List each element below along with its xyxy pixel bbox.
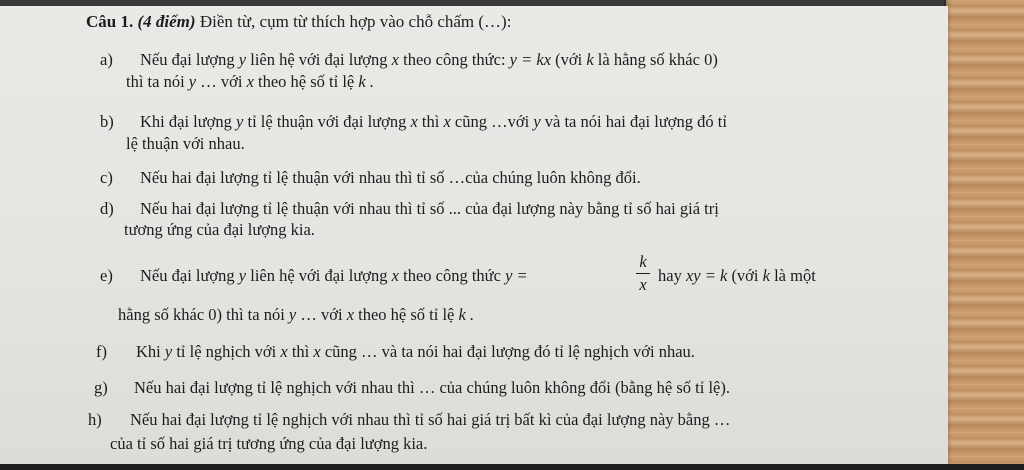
item-f-label: f) <box>96 342 107 361</box>
photo-bottom-edge <box>0 464 1024 470</box>
item-c-line1: Nếu hai đại lượng tỉ lệ thuận với nhau thì tỉ số …của chúng luôn không đổi. <box>140 168 641 187</box>
item-d-line1: Nếu hai đại lượng tỉ lệ thuận với nhau thì tỉ số ... của đại lượng này bằng tỉ số hai giá trị <box>140 199 719 218</box>
item-e-line2: hằng số khác 0) thì ta nói y … với x theo hệ số tỉ lệ k . <box>118 305 475 324</box>
formula-xy-k: xy = k <box>685 266 728 285</box>
item-b-line2: lệ thuận với nhau. <box>126 134 245 153</box>
fraction-numerator: k <box>639 252 647 271</box>
item-h-line2: của tỉ số hai giá trị tương ứng của đại lượng kia. <box>110 434 428 453</box>
item-d-label: d) <box>100 199 114 218</box>
item-a-label: a) <box>100 50 113 69</box>
question-number: Câu 1. <box>86 12 134 31</box>
item-h-line1: Nếu hai đại lượng tỉ lệ nghịch với nhau thì tỉ số hai giá trị bất kì của đại lượng này bằng … <box>130 410 731 429</box>
item-b-label: b) <box>100 112 114 131</box>
item-a-line1: Nếu đại lượng y liên hệ với đại lượng x theo công thức: y = kx (với k là hằng số khác 0) <box>140 50 718 69</box>
item-g-label: g) <box>94 378 108 397</box>
item-h-label: h) <box>88 410 102 429</box>
item-e-line1-right: hay xy = k (với k là một <box>658 266 816 285</box>
question-instruction: Điền từ, cụm từ thích hợp vào chỗ chấm (…): <box>199 12 512 31</box>
fraction-bar <box>636 273 650 274</box>
item-b-line1: Khi đại lượng y tỉ lệ thuận với đại lượng x thì x cũng …với y và ta nói hai đại lượng đó tỉ <box>140 112 727 131</box>
formula-y-kx: y = kx <box>509 50 552 69</box>
item-e-label: e) <box>100 266 113 285</box>
item-c-label: c) <box>100 168 113 187</box>
wooden-table-background <box>946 0 1024 470</box>
question-points: (4 điểm) <box>137 12 196 31</box>
item-g-line1: Nếu hai đại lượng tỉ lệ nghịch với nhau thì … của chúng luôn không đổi (bằng hệ số tỉ lệ). <box>134 378 730 397</box>
item-d-line2: tương ứng của đại lượng kia. <box>124 220 315 239</box>
item-a-line2: thì ta nói y … với x theo hệ số tỉ lệ k . <box>126 72 374 91</box>
fraction-denominator: x <box>639 275 647 294</box>
item-e-line1-left: Nếu đại lượng y liên hệ với đại lượng x theo công thức y = <box>140 266 528 285</box>
item-f-line1: Khi y tỉ lệ nghịch với x thì x cũng … và ta nói hai đại lượng đó tỉ lệ nghịch với nhau. <box>136 342 695 361</box>
question-title <box>86 12 511 32</box>
worksheet-paper <box>0 6 948 464</box>
